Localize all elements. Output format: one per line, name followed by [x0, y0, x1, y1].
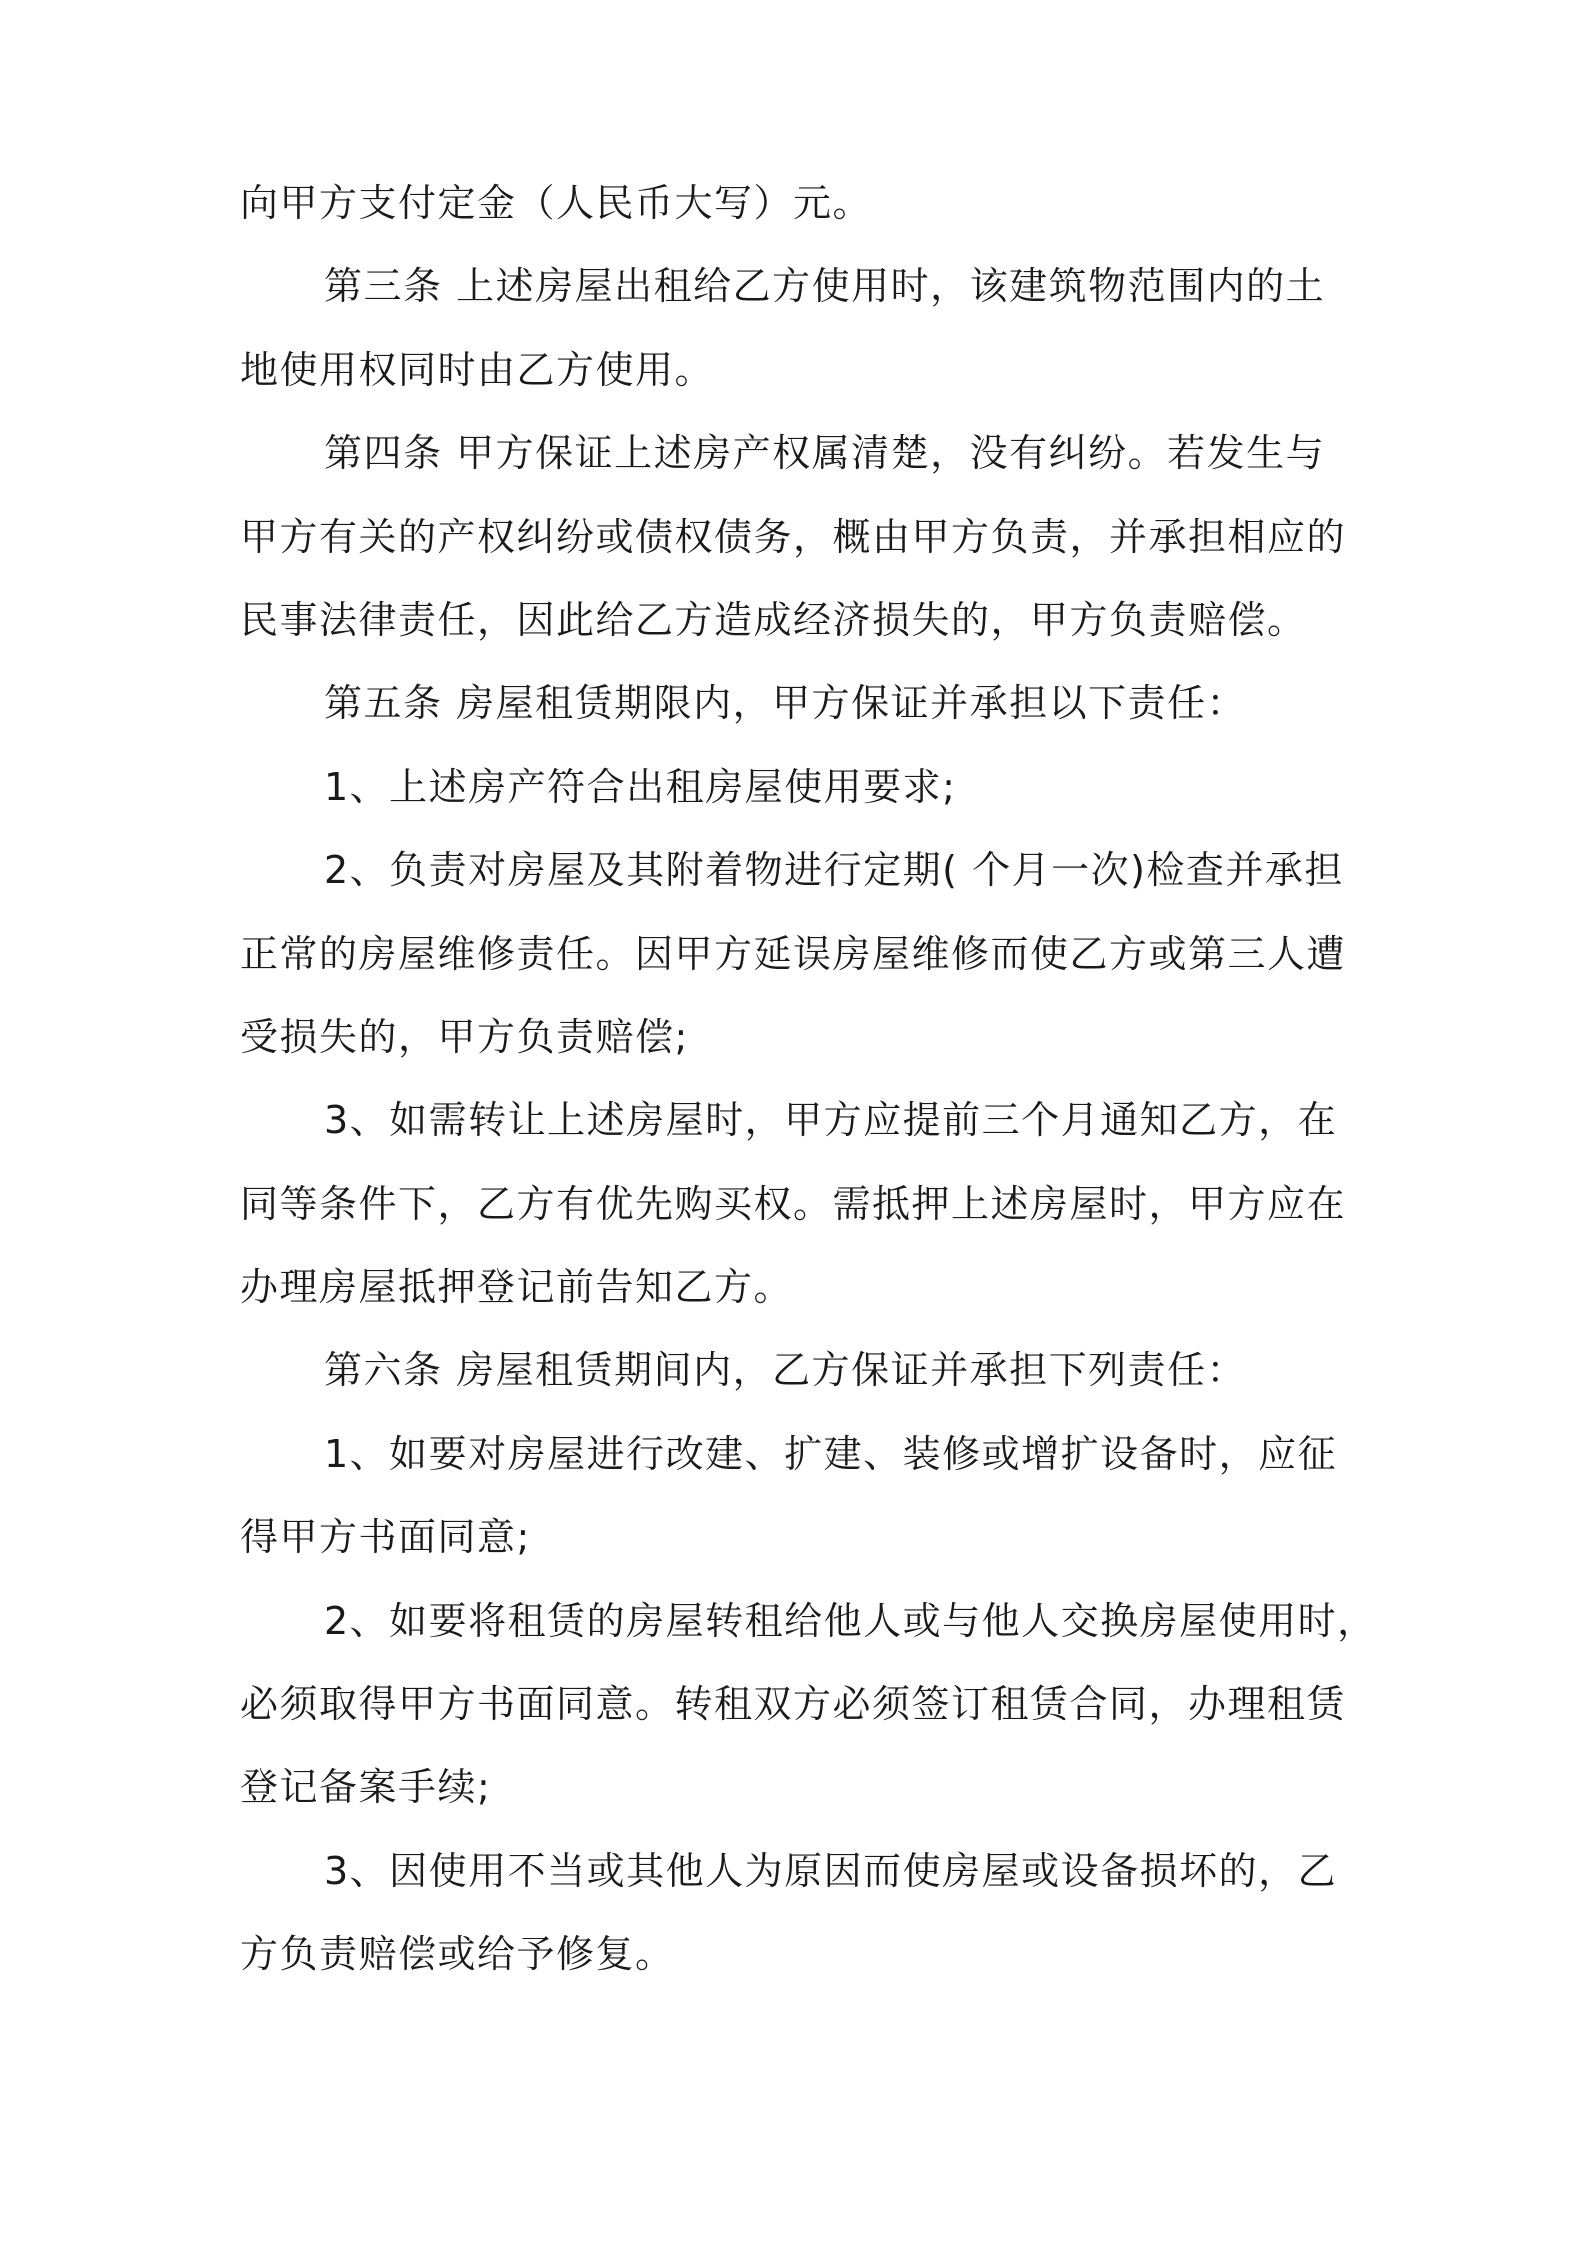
article-6-heading-line: 第六条 房屋租赁期间内，乙方保证并承担下列责任： [324, 1348, 1247, 1393]
list-item-line: 2、负责对房屋及其附着物进行定期( 个月一次)检查并承担 [324, 848, 1344, 893]
text-line: 必须取得甲方书面同意。转租双方必须签订租赁合同，办理租赁 [240, 1682, 1347, 1727]
text-line: 地使用权同时由乙方使用。 [240, 347, 715, 392]
article-3-heading-line: 第三条 上述房屋出租给乙方使用时，该建筑物范围内的土 [324, 264, 1326, 309]
text-line: 民事法律责任，因此给乙方造成经济损失的，甲方负责赔偿。 [240, 597, 1307, 642]
text-line: 甲方有关的产权纠纷或债权债务，概由甲方负责，并承担相应的 [240, 514, 1347, 559]
list-item-line: 3、如需转让上述房屋时，甲方应提前三个月通知乙方，在 [324, 1098, 1338, 1143]
text-line: 向甲方支付定金（人民币大写）元。 [240, 181, 873, 225]
list-item-line: 1、上述房产符合出租房屋使用要求; [324, 764, 957, 809]
article-5-heading-line: 第五条 房屋租赁期限内，甲方保证并承担以下责任： [324, 681, 1247, 726]
text-line: 办理房屋抵押登记前告知乙方。 [240, 1265, 794, 1310]
list-item-line: 3、因使用不当或其他人为原因而使房屋或设备损坏的，乙 [324, 1848, 1338, 1893]
document-body [240, 162, 1377, 1997]
list-item-line: 1、如要对房屋进行改建、扩建、装修或增扩设备时，应征 [324, 1431, 1338, 1476]
text-line: 得甲方书面同意; [240, 1515, 531, 1560]
text-line: 方负责赔偿或给予修复。 [240, 1932, 675, 1977]
text-line: 受损失的，甲方负责赔偿; [240, 1014, 689, 1059]
article-4-heading-line: 第四条 甲方保证上述房产权属清楚，没有纠纷。若发生与 [324, 431, 1326, 476]
text-line: 正常的房屋维修责任。因甲方延误房屋维修而使乙方或第三人遭 [240, 931, 1347, 976]
list-item-line: 2、如要将租赁的房屋转租给他人或与他人交换房屋使用时， [324, 1598, 1377, 1643]
text-line: 同等条件下，乙方有优先购买权。需抵押上述房屋时，甲方应在 [240, 1181, 1347, 1226]
text-line: 登记备案手续; [240, 1765, 492, 1810]
